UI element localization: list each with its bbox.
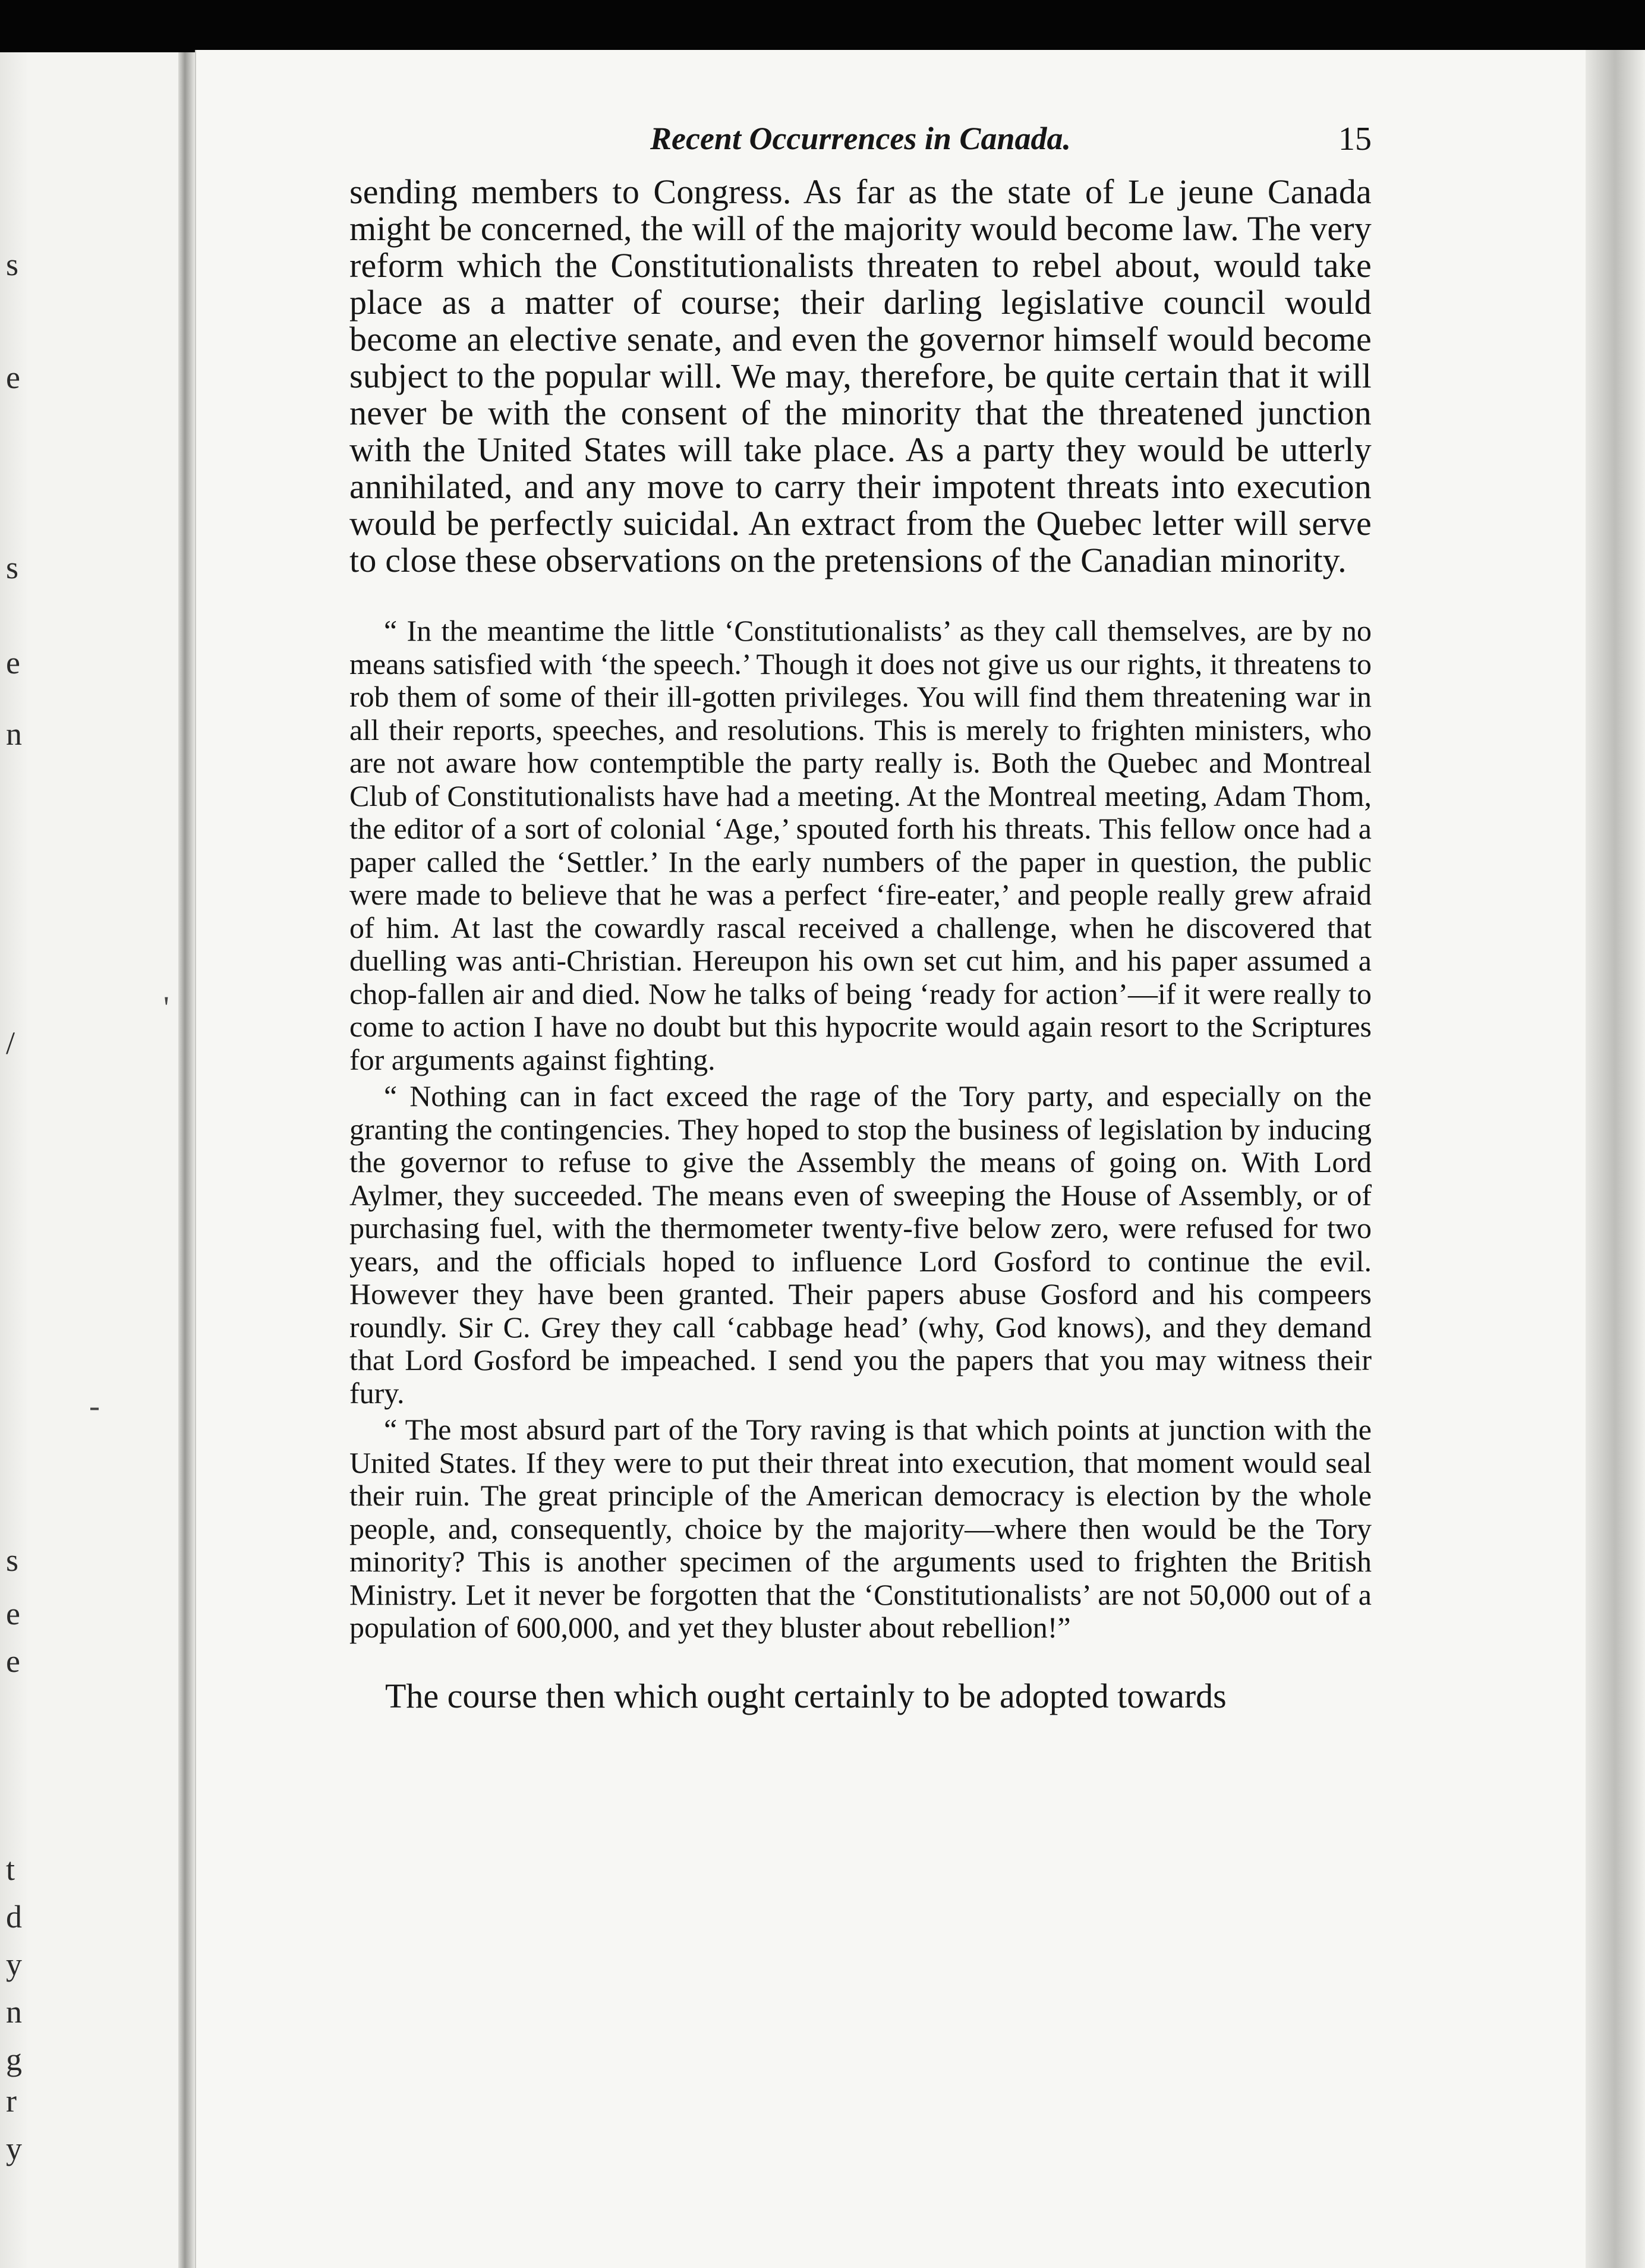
facing-page-char: d (6, 1899, 22, 1935)
facing-page-char: r (6, 2083, 17, 2119)
facing-page-char: e (6, 1596, 20, 1631)
facing-page-char: y (6, 2131, 22, 2166)
margin-mark: ' (163, 990, 169, 1025)
facing-page-char: y (6, 1946, 22, 1982)
facing-page-char: s (6, 1542, 19, 1578)
closing-line: The course then which ought certainly to be adopted towards (385, 1676, 1227, 1715)
facing-page-char: t (6, 1851, 15, 1887)
quoted-letter-paragraph: “ The most absurd part of the Tory raving is that which points at junction with the United States. If they were to put their threat into execution, that moment would seal their ruin. The great principle of the American democracy is election by the whole people, and, consequently, choice by the majority—where then would be the Tory minority? This is another specimen of the arguments used to frighten the British Ministry. Let it never be forgotten that the ‘Constitutionalists’ are not 50,000 out of a population of 600,000, and yet they bluster about rebellion!” (349, 1413, 1372, 1644)
facing-page-edge (0, 52, 29, 2268)
facing-page-char: n (6, 716, 22, 752)
page-right-edge (1586, 50, 1645, 2268)
facing-page-char: / (6, 1025, 15, 1061)
text-column (349, 115, 1372, 1715)
facing-page-fragment (0, 52, 190, 2268)
margin-mark: - (89, 1388, 100, 1423)
body-paragraph: sending members to Congress. As far as the state of Le jeune Canada might be concerned, the will of the majority would become law. The very reform which the Constitutionalists threaten to rebel about, would take place as a matter of course; their darling legislative council would become an elective senate, and even the governor himself would become subject to the popular will. We may, therefore, be quite certain that it will never be with the consent of the minority that the threatened junction with the United States will take place. As a party they would be utterly annihilated, and any move to carry their impotent threats into execution would be perfectly suicidal. An extract from the Quebec letter will serve to close these observations on the pretensions of the Canadian minority. (349, 172, 1372, 579)
facing-page-char: s (6, 550, 19, 585)
facing-page-char: n (6, 1994, 22, 2030)
facing-page-char: g (6, 2042, 22, 2077)
quoted-letter-paragraph: “ In the meantime the little ‘Constitutionalists’ as they call themselves, are by no means satisfied with ‘the speech.’ Though it does not give us our rights, it threatens to rob them of some of their ill-gotten privileges. You will find them threatening war in all their reports, speeches, and resolutions. This is merely to frighten ministers, who are not aware how contemptible the party really is. Both the Quebec and Montreal Club of Constitutionalists have had a meeting. At the Montreal meeting, Adam Thom, the editor of a sort of colonial ‘Age,’ spouted forth his threats. This fellow once had a paper called the ‘Settler.’ In the early numbers of the paper in question, the public were made to believe that he was a perfect ‘fire-eater,’ and people really grew afraid of him. At last the cowardly rascal received a challenge, when he discovered that duelling was anti-Christian. Hereupon his own set cut him, and his paper assumed a chop-fallen air and died. Now he talks of being ‘ready for action’—if it were really to come to action I have no doubt but this hypocrite would again resort to the Scriptures for arguments against fighting. (349, 614, 1372, 1076)
facing-page-char: e (6, 645, 20, 681)
facing-page-char: e (6, 360, 20, 395)
book-gutter (178, 52, 195, 2268)
page-number: 15 (1338, 121, 1372, 158)
running-title: Recent Occurrences in Canada. (650, 121, 1071, 156)
quoted-letter-paragraph: “ Nothing can in fact exceed the rage of the Tory party, and especially on the granting the contingencies. They hoped to stop the business of legislation by inducing the governor to refuse to give the Assembly the means of going on. With Lord Aylmer, they succeeded. The means even of sweeping the House of Assembly, or of purchasing fuel, with the thermometer twenty-five below zero, were refused for two years, and the officials hoped to influence Lord Gosford to continue the evil. However they have been granted. Their papers abuse Gosford and his compeers roundly. Sir C. Grey they call ‘cabbage head’ (why, God knows), and they demand that Lord Gosford be impeached. I send you the papers that you may witness their fury. (349, 1079, 1372, 1410)
book-page (195, 50, 1587, 2268)
facing-page-char: s (6, 247, 19, 282)
running-head (349, 115, 1372, 163)
scan-top-border (0, 0, 1645, 53)
facing-page-char: e (6, 1643, 20, 1679)
